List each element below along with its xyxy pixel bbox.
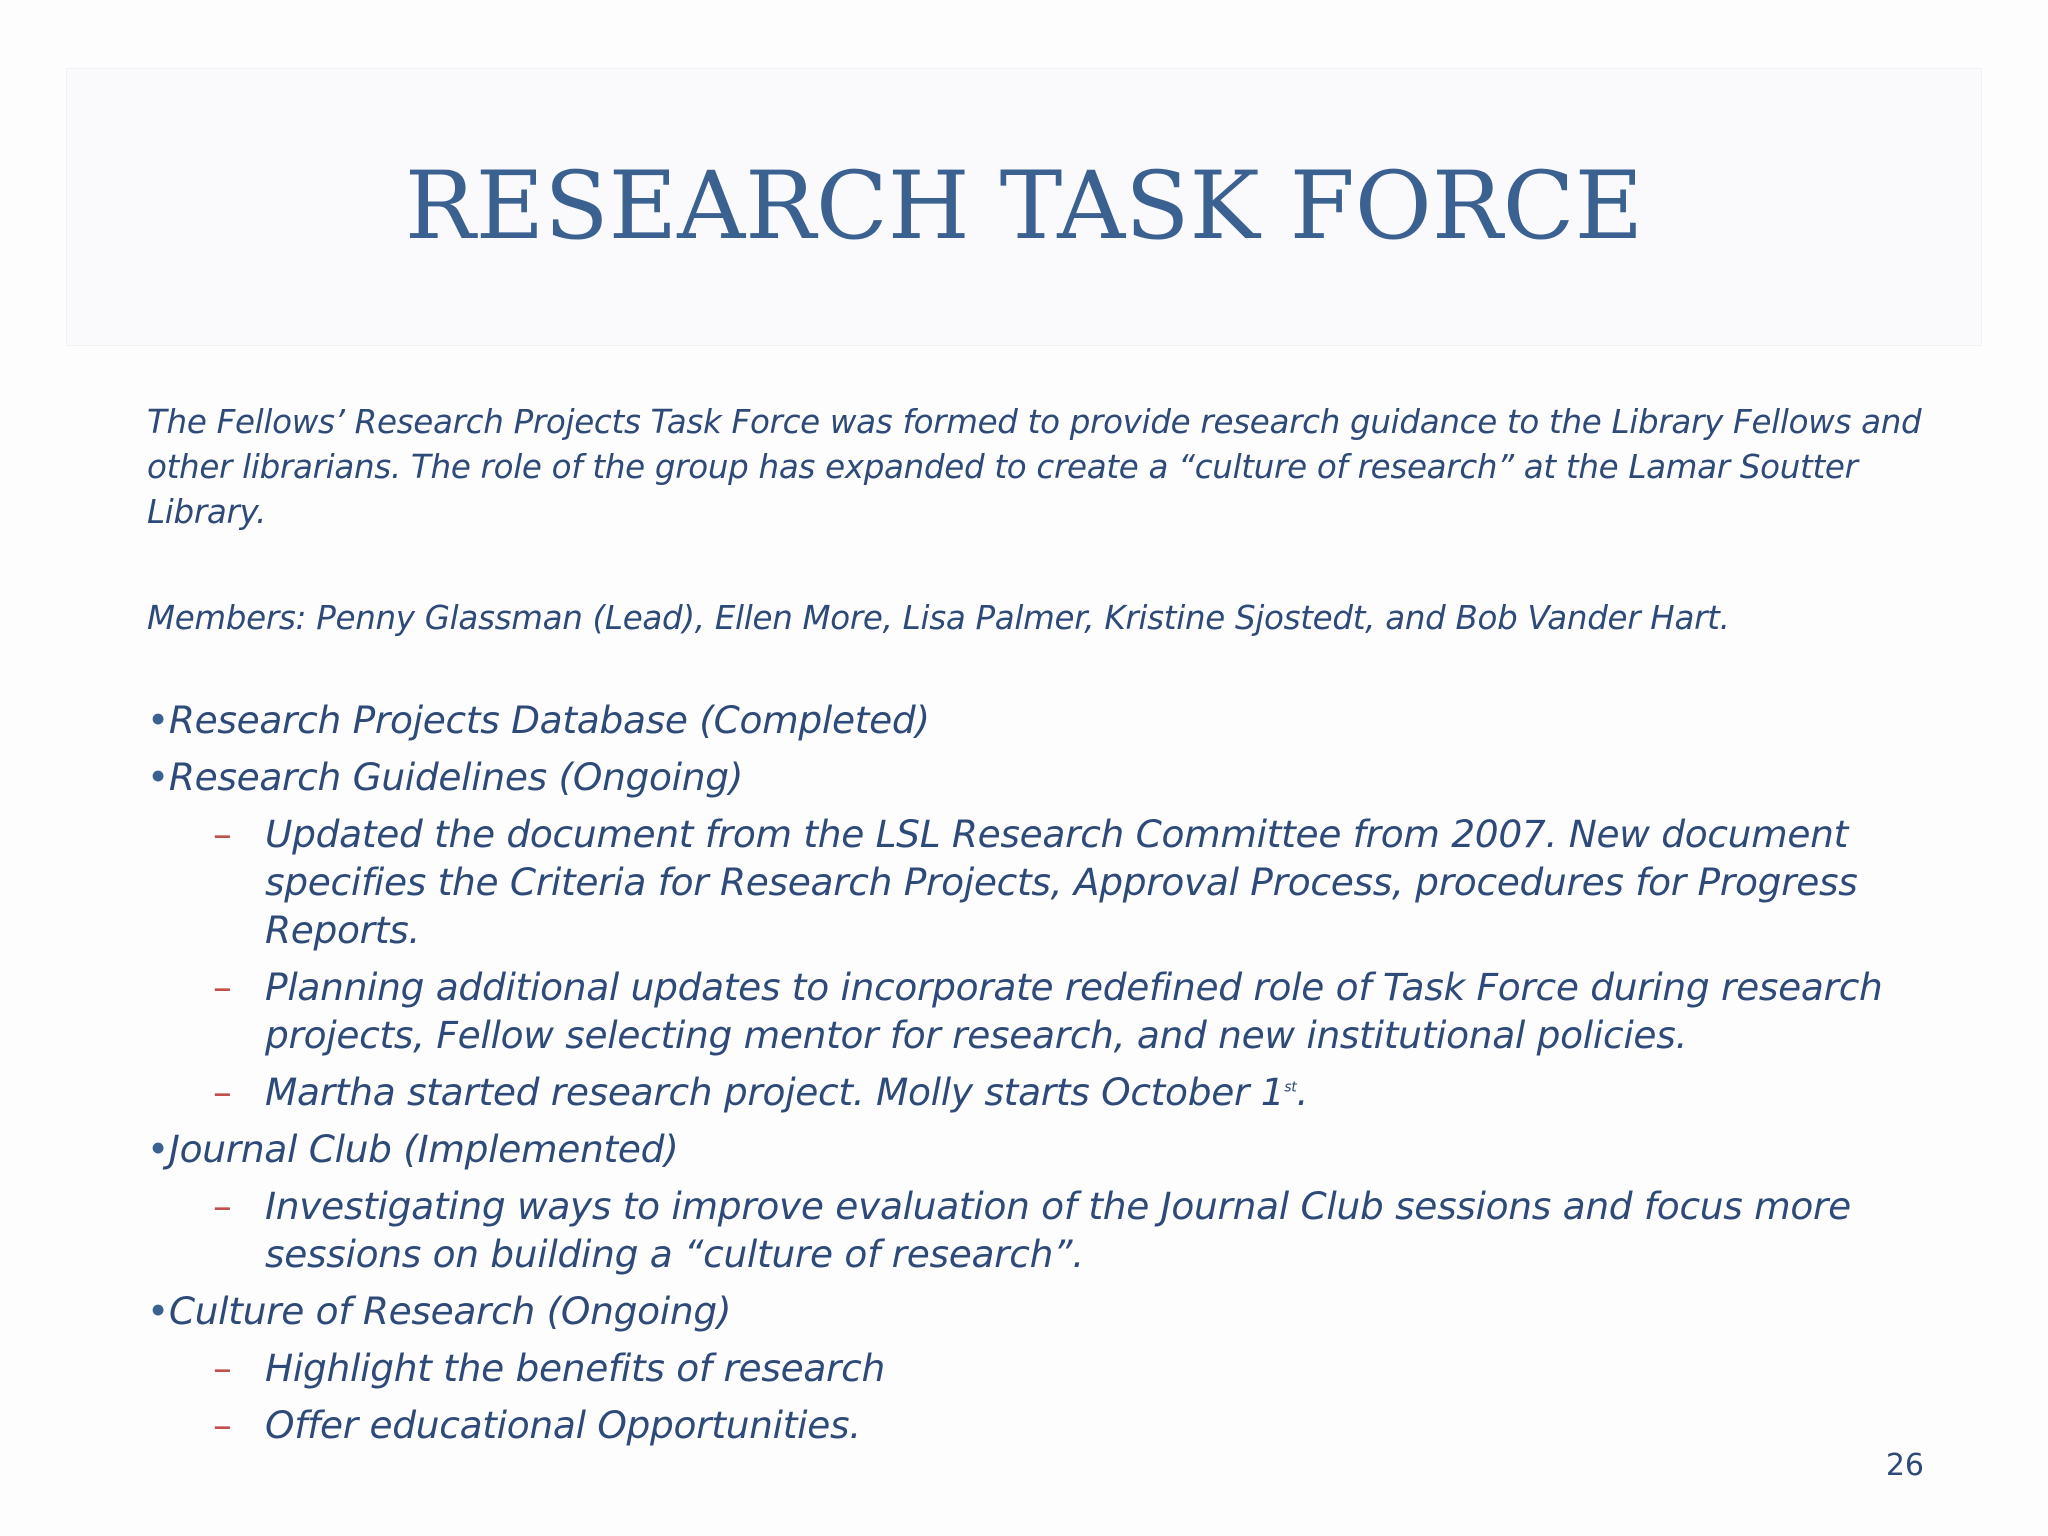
sub-item-text: Martha started research project. Molly starts October 1 [265, 1070, 1285, 1114]
dash-icon: – [213, 965, 232, 1009]
slide-body [147, 400, 1927, 1458]
list-item-journal-club [147, 1125, 1927, 1173]
list-item-research-guidelines [147, 753, 1927, 801]
bullet-icon: • [147, 755, 169, 799]
ordinal-suffix: st [1284, 1079, 1297, 1096]
sub-item-suffix: . [1296, 1070, 1309, 1114]
sub-item-text: Updated the document from the LSL Research Committee from 2007. New document specifies the Criteria for Research Projects, Approval Process, procedures for Progress Reports. [265, 812, 1858, 952]
list-item-label: Journal Club (Implemented) [168, 1127, 679, 1171]
dash-icon: – [213, 1346, 232, 1390]
task-list [147, 696, 1927, 1449]
list-item-research-projects-database [147, 696, 1927, 744]
dash-icon: – [213, 1184, 232, 1228]
sub-item [147, 1401, 1927, 1449]
sub-item [147, 963, 1927, 1059]
members-line: Members: Penny Glassman (Lead), Ellen More, Lisa Palmer, Kristine Sjostedt, and Bob Vander Hart. [147, 599, 1730, 637]
bullet-icon: • [147, 698, 169, 742]
list-item-label: Culture of Research (Ongoing) [168, 1289, 732, 1333]
sub-item [147, 1182, 1927, 1278]
dash-icon: – [213, 812, 232, 856]
sub-item-text: Highlight the benefits of research [265, 1346, 885, 1390]
list-item-label: Research Guidelines (Ongoing) [168, 755, 744, 799]
page-number: 26 [1885, 1448, 1924, 1483]
sub-item-text: Planning additional updates to incorporate redefined role of Task Force during research projects, Fellow selecting mentor for research, and new institutional policies. [265, 965, 1883, 1057]
bullet-icon: • [147, 1289, 169, 1333]
bullet-icon: • [147, 1127, 169, 1171]
sub-item [147, 1344, 1927, 1392]
sub-item [147, 810, 1927, 954]
dash-icon: – [213, 1070, 232, 1114]
list-item-culture-of-research [147, 1287, 1927, 1335]
list-item-label: Research Projects Database (Completed) [168, 698, 930, 742]
sub-item-text: Investigating ways to improve evaluation of the Journal Club sessions and focus more sessions on building a “culture of research”. [265, 1184, 1851, 1276]
sub-item-text: Offer educational Opportunities. [265, 1403, 861, 1447]
sub-item [147, 1068, 1927, 1116]
slide-title: RESEARCH TASK FORCE [404, 152, 1644, 261]
dash-icon: – [213, 1403, 232, 1447]
intro-paragraph: The Fellows’ Research Projects Task Force was formed to provide research guidance to the Library Fellows and other librarians. The role of the group has expanded to create a “culture of research” at the Lamar Soutter Library. [147, 403, 1922, 531]
